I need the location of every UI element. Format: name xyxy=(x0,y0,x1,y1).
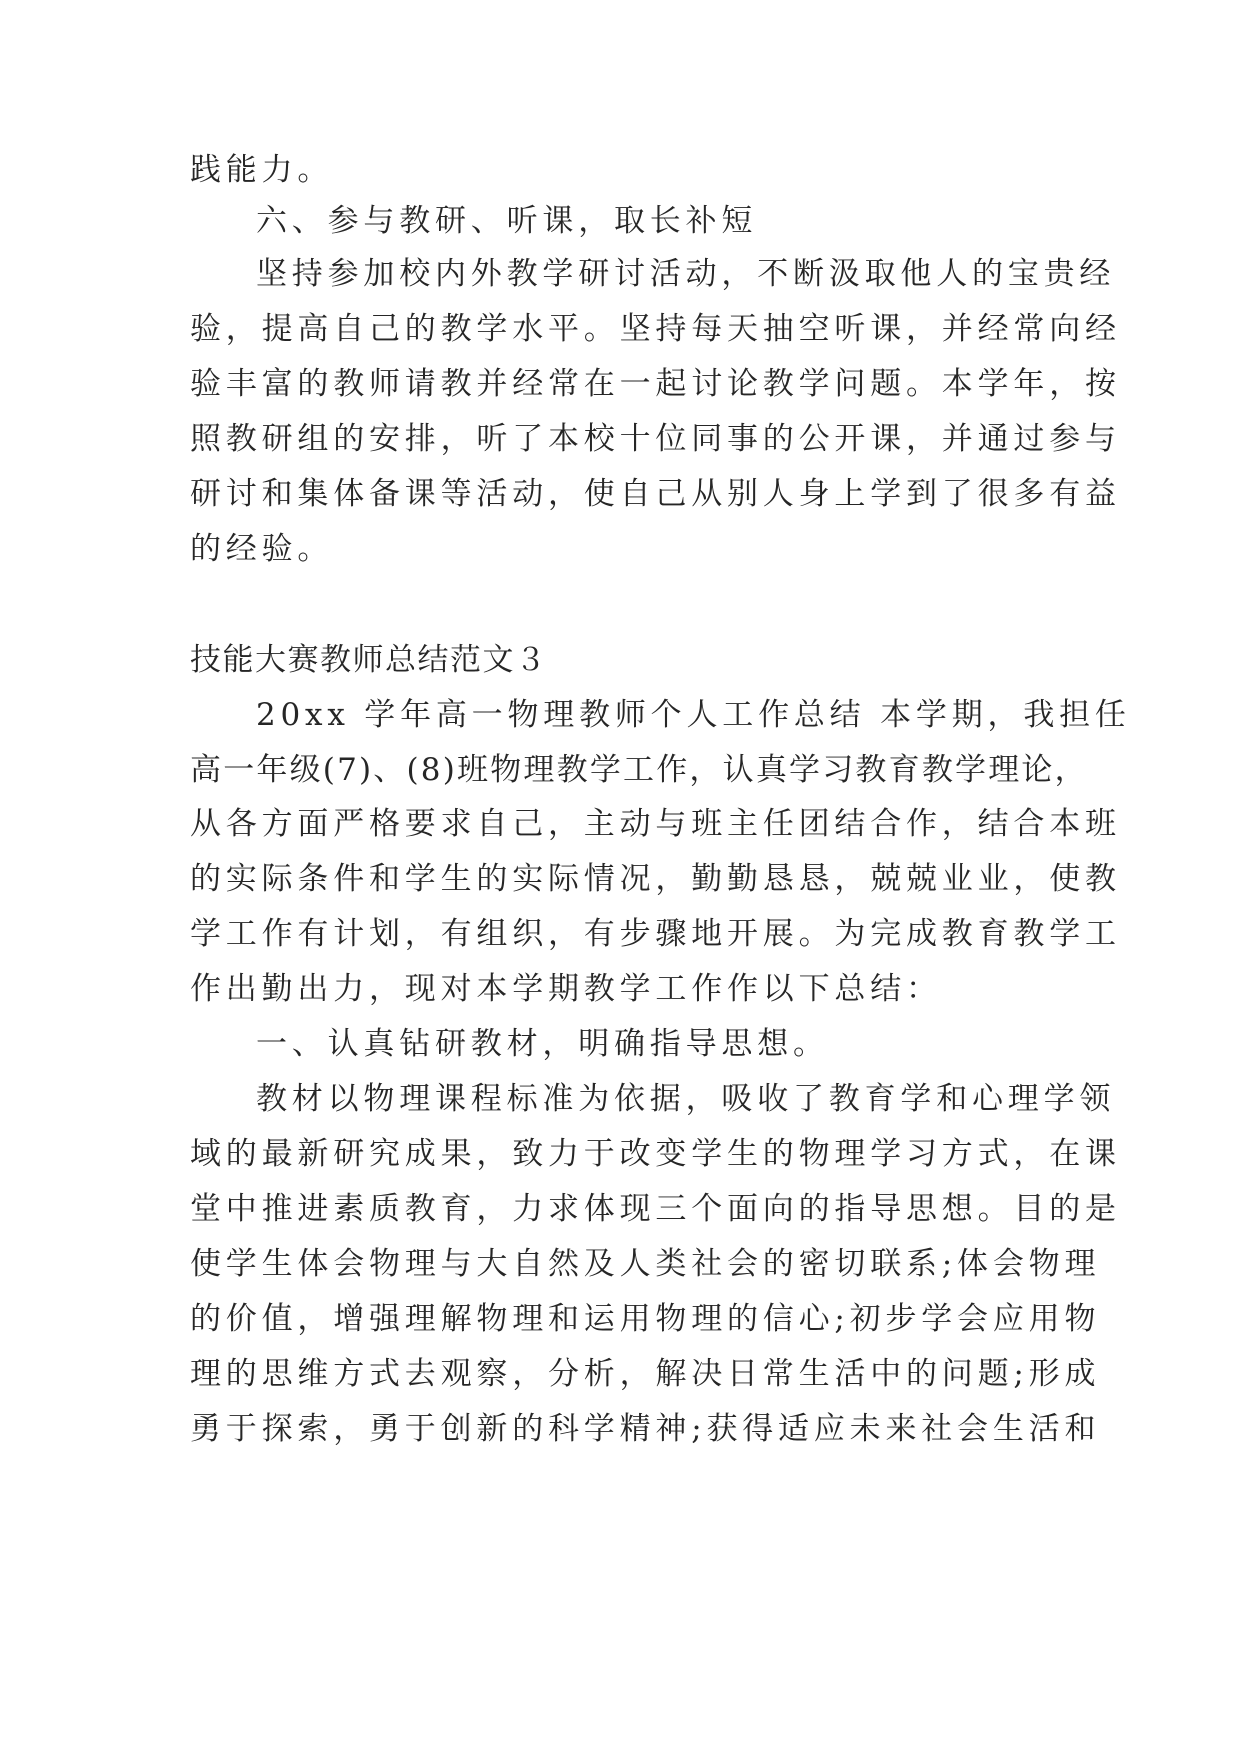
paragraph-line: 的经验。 xyxy=(190,531,334,567)
paragraph-line: 20xx 学年高一物理教师个人工作总结 本学期，我担任 xyxy=(256,697,1131,733)
paragraph-line: 从各方面严格要求自己，主动与班主任团结合作，结合本班 xyxy=(190,806,1121,842)
paragraph-line: 使学生体会物理与大自然及人类社会的密切联系;体会物理 xyxy=(190,1246,1101,1282)
paragraph-line: 堂中推进素质教育，力求体现三个面向的指导思想。目的是 xyxy=(190,1191,1121,1227)
paragraph-line: 勇于探索，勇于创新的科学精神;获得适应未来社会生活和 xyxy=(190,1411,1101,1447)
paragraph-line: 作出勤出力，现对本学期教学工作作以下总结： xyxy=(190,971,942,1007)
paragraph-line: 的实际条件和学生的实际情况，勤勤恳恳，兢兢业业，使教 xyxy=(190,861,1121,897)
document-title: 技能大赛教师总结范文３ xyxy=(190,642,548,678)
paragraph-line: 照教研组的安排，听了本校十位同事的公开课，并通过参与 xyxy=(190,421,1121,457)
paragraph-line: 学工作有计划，有组织，有步骤地开展。为完成教育教学工 xyxy=(190,916,1121,952)
paragraph-line: 研讨和集体备课等活动，使自己从别人身上学到了很多有益 xyxy=(190,476,1121,512)
section-heading: 六、参与教研、听课，取长补短 xyxy=(256,203,758,239)
paragraph-line: 践能力。 xyxy=(190,152,334,188)
paragraph-line: 验丰富的教师请教并经常在一起讨论教学问题。本学年，按 xyxy=(190,366,1121,402)
paragraph-line: 的价值，增强理解物理和运用物理的信心;初步学会应用物 xyxy=(190,1301,1101,1337)
paragraph-line: 坚持参加校内外教学研讨活动，不断汲取他人的宝贵经 xyxy=(256,256,1116,292)
paragraph-line: 验，提高自己的教学水平。坚持每天抽空听课，并经常向经 xyxy=(190,311,1121,347)
paragraph-line: 域的最新研究成果，致力于改变学生的物理学习方式，在课 xyxy=(190,1136,1121,1172)
paragraph-line: 高一年级(7)、(8)班物理教学工作，认真学习教育教学理论， xyxy=(190,752,1088,788)
section-heading: 一、认真钻研教材，明确指导思想。 xyxy=(256,1026,829,1062)
paragraph-line: 教材以物理课程标准为依据，吸收了教育学和心理学领 xyxy=(256,1081,1116,1117)
paragraph-line: 理的思维方式去观察，分析，解决日常生活中的问题;形成 xyxy=(190,1356,1101,1392)
